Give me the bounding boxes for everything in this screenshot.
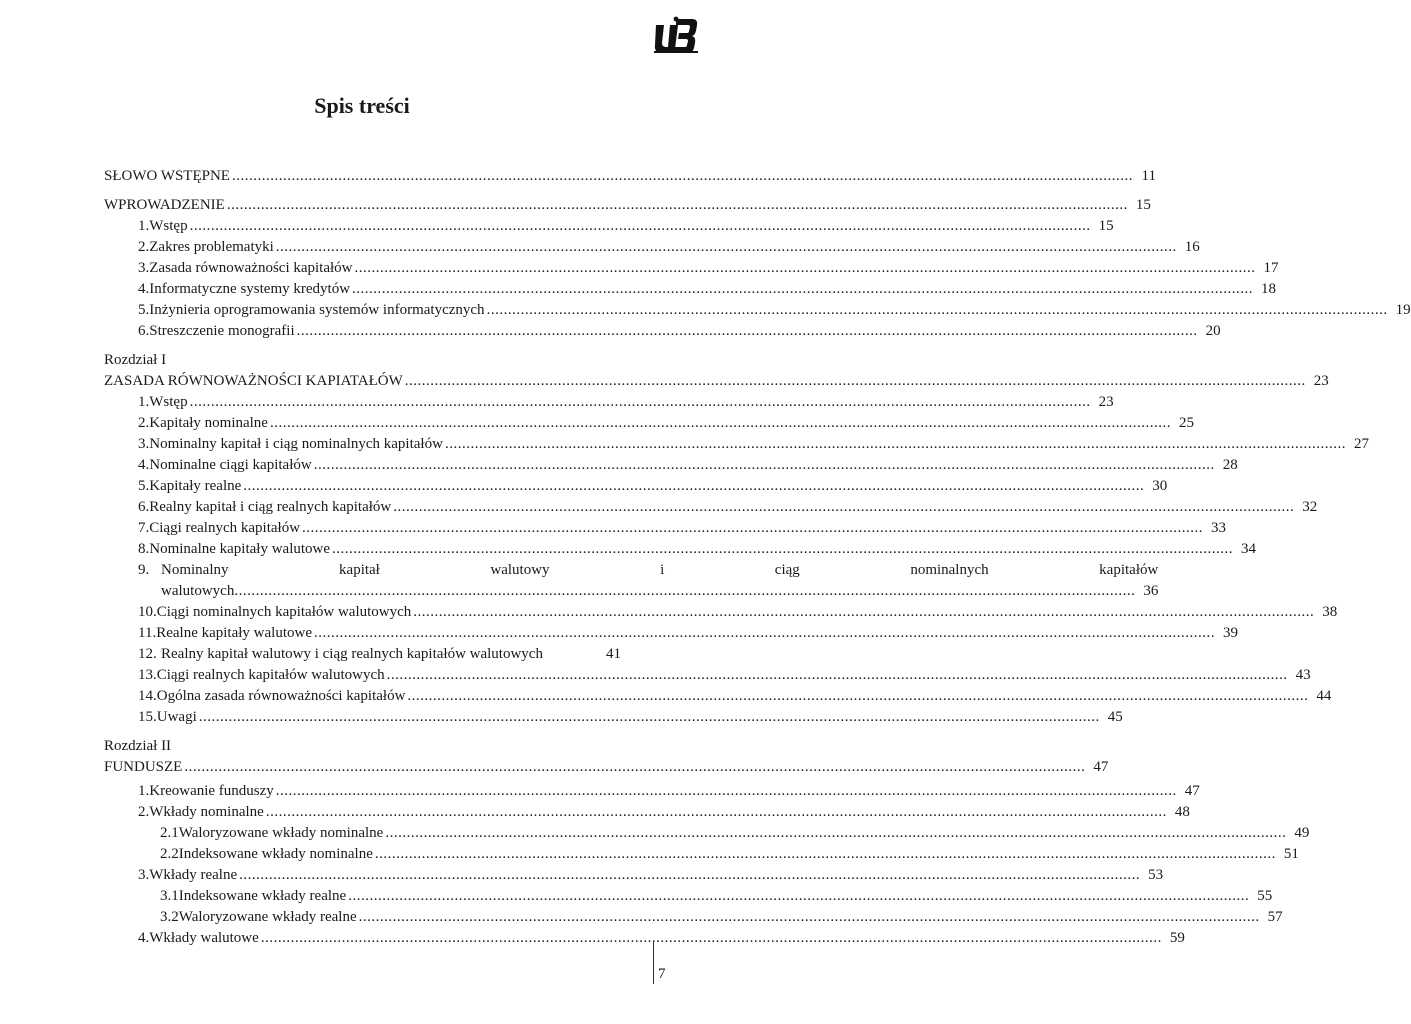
dot-leader <box>302 518 1203 539</box>
dot-leader <box>297 321 1198 342</box>
toc-entry-label: Indeksowane wkłady nominalne <box>178 846 373 862</box>
dot-leader <box>276 781 1177 802</box>
toc-entry-label: Realny kapitał walutowy i ciąg realnych kapitałów walutowych <box>161 646 543 662</box>
toc-entry <box>104 781 1200 802</box>
toc-entry-number: 10. <box>138 604 157 620</box>
toc-entry <box>104 216 1114 237</box>
toc-entry-label: Wkłady nominalne <box>149 804 264 820</box>
toc-entry-page: 51 <box>1283 846 1299 862</box>
dot-leader <box>232 166 1133 187</box>
dot-leader <box>332 539 1233 560</box>
toc-entry-label: Nominalne ciągi kapitałów <box>149 457 312 473</box>
toc-entry <box>104 476 1168 497</box>
dot-leader <box>243 476 1144 497</box>
toc-entry <box>104 886 1273 907</box>
dot-leader <box>227 195 1128 216</box>
toc-entry <box>104 434 1369 455</box>
page-number: 7 <box>658 966 666 982</box>
toc-entry <box>104 497 1318 518</box>
toc-entry-number: 12. <box>138 646 157 662</box>
toc-entry-number: 3.1 <box>160 888 179 904</box>
toc-entry-label: Nominalny kapitał i ciąg nominalnych kapitałów <box>149 436 443 452</box>
toc-entry-number: 2. <box>138 239 150 255</box>
toc-entry-page: 36 <box>1143 583 1159 599</box>
toc-entry-page: 18 <box>1261 281 1277 297</box>
dot-leader <box>314 623 1215 644</box>
dot-leader <box>239 865 1140 886</box>
toc-entry-page: 33 <box>1211 520 1227 536</box>
toc-entry-page: 19 <box>1395 302 1411 318</box>
toc-entry <box>104 665 1311 686</box>
toc-entry <box>104 413 1194 434</box>
dot-leader <box>190 216 1091 237</box>
toc-entry-label: Rozdział II <box>104 738 172 754</box>
toc-entry-label: FUNDUSZE <box>104 759 183 775</box>
page-title: Spis treści <box>314 93 410 118</box>
toc-entry <box>104 602 1338 623</box>
toc-entry-page: 47 <box>1093 759 1109 775</box>
toc-entry <box>104 195 1151 216</box>
toc-entry-page: 17 <box>1263 260 1279 276</box>
toc-entry-label: Waloryzowane wkłady nominalne <box>178 825 384 841</box>
toc-entry <box>104 455 1238 476</box>
toc-entry-number: 4. <box>138 457 150 473</box>
dot-leader <box>276 237 1177 258</box>
toc-entry-page: 16 <box>1184 239 1200 255</box>
toc-entry-page: 23 <box>1313 373 1329 389</box>
toc-entry <box>104 518 1227 539</box>
toc-entry-label: Informatyczne systemy kredytów <box>149 281 351 297</box>
toc-entry-label: Kapitały realne <box>149 478 242 494</box>
toc-entry <box>104 907 1283 928</box>
toc-entry-label: Ciągi realnych kapitałów walutowych <box>156 667 385 683</box>
dot-leader <box>405 371 1306 392</box>
dot-leader <box>348 886 1249 907</box>
toc-entry-page: 39 <box>1222 625 1238 641</box>
toc-entry-page: 49 <box>1294 825 1310 841</box>
toc-entry <box>104 823 1310 844</box>
toc-entry-page: 15 <box>1098 218 1114 234</box>
toc-entry-number: 1. <box>138 783 150 799</box>
toc-entry <box>104 928 1185 949</box>
toc-entry-number: 8. <box>138 541 150 557</box>
dot-leader <box>487 300 1388 321</box>
toc-entry-label: Zakres problematyki <box>149 239 274 255</box>
toc-entry-page: 59 <box>1169 930 1185 946</box>
toc-entry <box>104 392 1114 413</box>
toc-entry-page: 23 <box>1098 394 1114 410</box>
toc-entry-label: Nominalne kapitały walutowe <box>149 541 331 557</box>
toc-entry-label: Rozdział I <box>104 352 167 368</box>
toc-entry-number: 6. <box>138 499 150 515</box>
toc-entry-label: Ogólna zasada równoważności kapitałów <box>156 688 406 704</box>
toc-entry-label: Wstęp <box>149 218 188 234</box>
dot-leader <box>355 258 1256 279</box>
toc-entry-label-continued: walutowych <box>161 583 235 599</box>
toc-entry-number: 2.1 <box>160 825 179 841</box>
toc-entry-page: 34 <box>1241 541 1257 557</box>
toc-entry-label: Kreowanie funduszy <box>149 783 274 799</box>
toc-entry-number: 2. <box>138 415 150 431</box>
toc-entry <box>104 539 1257 560</box>
toc-entry <box>104 279 1277 300</box>
table-of-contents <box>104 166 1411 949</box>
publisher-logo-icon <box>652 15 700 55</box>
dot-leader <box>387 665 1288 686</box>
toc-entry <box>104 237 1200 258</box>
toc-entry-number: 1. <box>138 218 150 234</box>
toc-entry <box>104 844 1299 865</box>
toc-entry-number: 11. <box>138 625 157 641</box>
toc-entry-page: 27 <box>1353 436 1369 452</box>
dot-leader <box>234 581 1135 602</box>
toc-entry-number: 3. <box>138 260 150 276</box>
toc-entry-label: Wkłady walutowe <box>149 930 259 946</box>
toc-entry-number: 3.2 <box>160 909 179 925</box>
toc-entry-number: 3. <box>138 867 150 883</box>
toc-entry-label: SŁOWO WSTĘPNE <box>104 168 230 184</box>
toc-entry-number: 4. <box>138 930 150 946</box>
toc-entry <box>104 644 621 665</box>
toc-entry <box>104 350 621 371</box>
toc-entry-number: 5. <box>138 478 150 494</box>
toc-entry-label: ZASADA RÓWNOWAŻNOŚCI KAPIATAŁÓW <box>104 373 403 389</box>
toc-entry-page: 43 <box>1295 667 1311 683</box>
dot-leader <box>445 434 1346 455</box>
toc-entry-label: Zasada równoważności kapitałów <box>149 260 353 276</box>
toc-entry-label: Realny kapitał i ciąg realnych kapitałów <box>149 499 392 515</box>
toc-entry <box>104 865 1164 886</box>
toc-entry-label: Uwagi <box>156 709 197 725</box>
toc-entry-page: 44 <box>1316 688 1332 704</box>
page-number-rule <box>653 942 654 984</box>
toc-entry <box>104 258 1279 279</box>
toc-entry-page: 45 <box>1107 709 1123 725</box>
toc-entry-label: Waloryzowane wkłady realne <box>178 909 357 925</box>
toc-entry <box>104 802 1190 823</box>
toc-entry-number: 1. <box>138 394 150 410</box>
dot-leader <box>270 413 1171 434</box>
toc-entry-number: 5. <box>138 302 150 318</box>
toc-entry-number: 14. <box>138 688 157 704</box>
dot-leader <box>407 686 1308 707</box>
toc-entry-number: 7. <box>138 520 150 536</box>
dot-leader <box>393 497 1294 518</box>
toc-entry <box>104 623 1238 644</box>
toc-entry-number: 6. <box>138 323 150 339</box>
toc-entry-page: 15 <box>1135 197 1151 213</box>
toc-entry-label: Inżynieria oprogramowania systemów informatycznych <box>149 302 485 318</box>
toc-entry-label: Wkłady realne <box>149 867 238 883</box>
dot-leader <box>375 844 1276 865</box>
toc-entry-label: WPROWADZENIE <box>104 197 225 213</box>
dot-leader <box>199 707 1100 728</box>
dot-leader <box>352 279 1253 300</box>
toc-entry-page: 20 <box>1205 323 1221 339</box>
toc-entry-page: 48 <box>1174 804 1190 820</box>
toc-entry <box>104 757 1109 778</box>
dot-leader <box>413 602 1314 623</box>
dot-leader <box>184 757 1085 778</box>
toc-entry-label: Streszczenie monografii <box>149 323 295 339</box>
toc-entry <box>104 300 1411 321</box>
toc-entry-number: 2. <box>138 804 150 820</box>
toc-entry <box>104 686 1332 707</box>
toc-entry-number: 15. <box>138 709 157 725</box>
toc-entry-page: 32 <box>1302 499 1318 515</box>
toc-entry <box>104 371 1329 392</box>
toc-entry-label: Wstęp <box>149 394 188 410</box>
toc-entry-label: Kapitały nominalne <box>149 415 268 431</box>
dot-leader <box>261 928 1162 949</box>
toc-entry-label: Ciągi nominalnych kapitałów walutowych <box>156 604 412 620</box>
toc-entry-label: Indeksowane wkłady realne <box>178 888 347 904</box>
dot-leader <box>359 907 1260 928</box>
toc-entry-label: Realne kapitały walutowe <box>156 625 312 641</box>
toc-entry <box>104 707 1123 728</box>
toc-entry <box>104 560 1159 602</box>
toc-entry-page: 53 <box>1148 867 1164 883</box>
toc-entry-number: 9. <box>138 562 150 578</box>
dot-leader <box>385 823 1286 844</box>
toc-entry-number: 4. <box>138 281 150 297</box>
toc-entry <box>104 166 1156 187</box>
toc-entry-number: 13. <box>138 667 157 683</box>
toc-entry-number: 3. <box>138 436 150 452</box>
toc-entry-label: Nominalny kapitał walutowy i ciąg nominalnych kapitałów <box>161 562 1159 578</box>
toc-entry-page: 41 <box>606 646 621 662</box>
toc-entry-page: 25 <box>1178 415 1194 431</box>
toc-entry-page: 11 <box>1141 168 1156 184</box>
dot-leader <box>314 455 1215 476</box>
dot-leader <box>266 802 1167 823</box>
toc-entry-page: 47 <box>1184 783 1200 799</box>
toc-entry-label: Ciągi realnych kapitałów <box>149 520 301 536</box>
toc-entry-number: 2.2 <box>160 846 179 862</box>
toc-entry-page: 57 <box>1267 909 1283 925</box>
toc-entry-page: 30 <box>1152 478 1168 494</box>
dot-leader <box>190 392 1091 413</box>
toc-entry-page: 55 <box>1257 888 1273 904</box>
toc-entry-page: 28 <box>1222 457 1238 473</box>
toc-entry-page: 38 <box>1322 604 1338 620</box>
toc-entry <box>104 321 1221 342</box>
toc-entry <box>104 736 621 757</box>
